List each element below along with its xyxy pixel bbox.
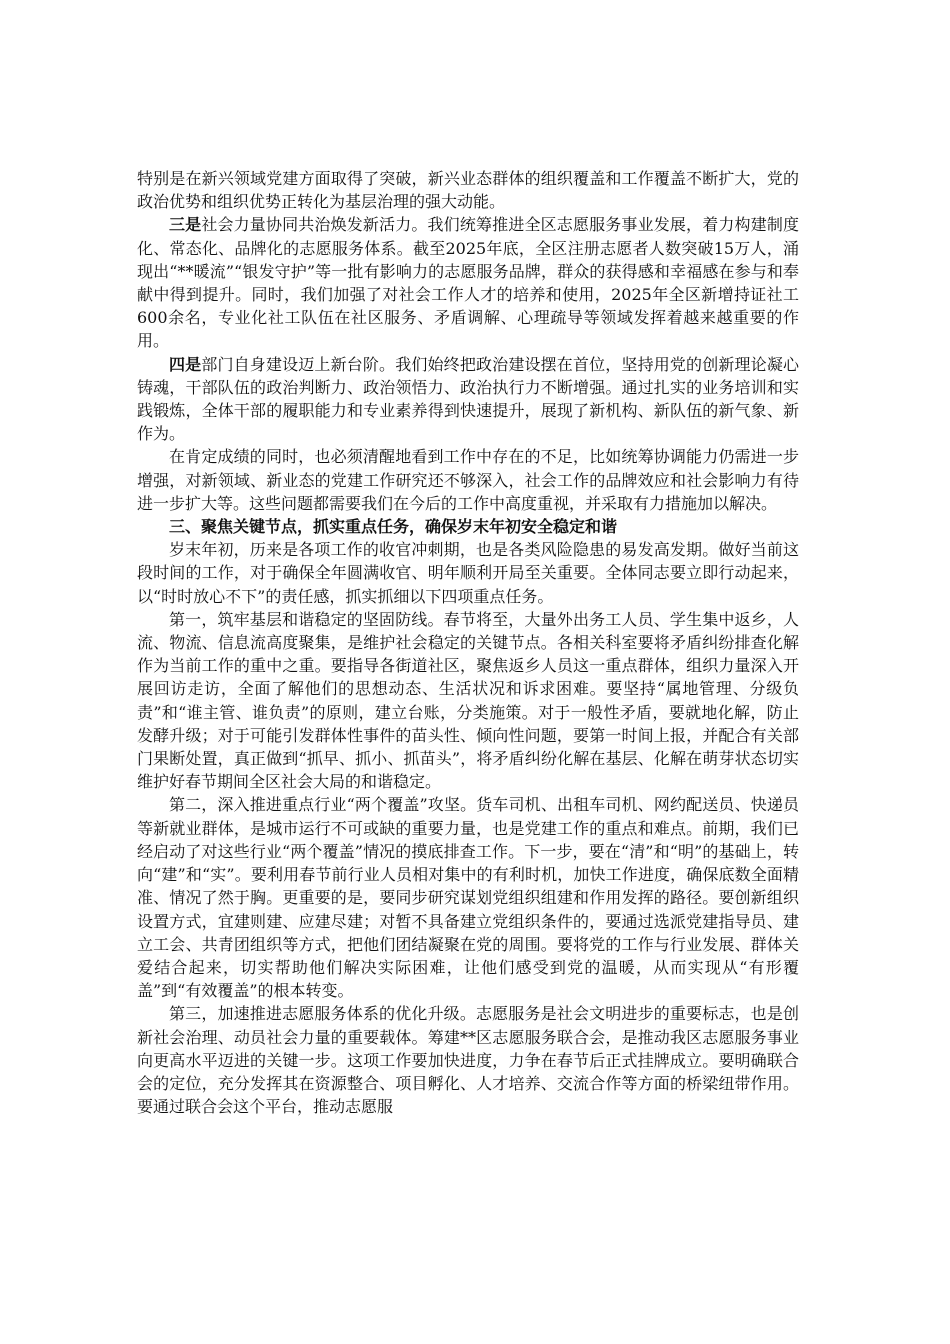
paragraph-text: 社会力量协同共治焕发新活力。我们统筹推进全区志愿服务事业发展，着力构建制度化、常态化、品牌化的志愿服务体系。截至2025年底，全区注册志愿者人数突破15万人，涌现出“**暖流”“银发守护”等一批有影响力的志愿服务品牌，群众的获得感和幸福感在参与和奉献中得到提升。同时，我们加强了对社会工作人才的培养和使用，2025年全区新增持证社工600余名，专业化社工队伍在社区服务、矛盾调解、心理疏导等领域发挥着越来越重要的作用。 [137, 215, 799, 351]
paragraph-task-three [137, 1002, 799, 1118]
paragraph-lead: 三是 [169, 215, 202, 235]
paragraph-text: 第三，加速推进志愿服务体系的优化升级。志愿服务是社会文明进步的重要标志，也是创新社会治理、动员社会力量的重要载体。筹建**区志愿服务联合会，是推动我区志愿服务事业向更高水平迈进的关键一步。这项工作要加快进度，力争在春节后正式挂牌成立。要明确联合会的定位，充分发挥其在资源整合、项目孵化、人才培养、交流合作等方面的桥梁纽带作用。要通过联合会这个平台，推动志愿服 [137, 1004, 799, 1117]
document-page [137, 167, 799, 1118]
section-heading: 三、聚焦关键节点，抓实重点任务，确保岁末年初安全稳定和谐 [169, 517, 618, 537]
paragraph-text: 第一，筑牢基层和谐稳定的坚固防线。春节将至，大量外出务工人员、学生集中返乡，人流、物流、信息流高度聚集，是维护社会稳定的关键节点。各相关科室要将矛盾纠纷排查化解作为当前工作的重中之重。要指导各街道社区，聚焦返乡人员这一重点群体，组织力量深入开展回访走访，全面了解他们的思想动态、生活状况和诉求困难。要坚持“属地管理、分级负责”和“谁主管、谁负责”的原则，建立台账，分类施策。对于一般性矛盾，要就地化解，防止发酵升级；对于可能引发群体性事件的苗头性、倾向性问题，要第一时间上报，并配合有关部门果断处置，真正做到“抓早、抓小、抓苗头”，将矛盾纠纷化解在基层、化解在萌芽状态切实维护好春节期间全区社会大局的和谐稳定。 [137, 609, 799, 792]
paragraph-text: 部门自身建设迈上新台阶。我们始终把政治建设摆在首位，坚持用党的创新理论凝心铸魂，干部队伍的政治判断力、政治领悟力、政治执行力不断增强。通过扎实的业务培训和实践锻炼，全体干部的履职能力和专业素养得到快速提升，展现了新机构、新队伍的新气象、新作为。 [137, 354, 799, 444]
paragraph-shortcomings [137, 445, 799, 515]
paragraph-task-two [137, 793, 799, 1002]
paragraph-text: 特别是在新兴领域党建方面取得了突破，新兴业态群体的组织覆盖和工作覆盖不断扩大，党的政治优势和组织优势正转化为基层治理的强大动能。 [137, 169, 799, 212]
paragraph-text: 在肯定成绩的同时，也必须清醒地看到工作中存在的不足，比如统筹协调能力仍需进一步增强，对新领域、新业态的党建工作研究还不够深入，社会工作的品牌效应和社会影响力有待进一步扩大等。这些问题都需要我们在今后的工作中高度重视，并采取有力措施加以解决。 [137, 447, 799, 513]
paragraph-intro [137, 167, 799, 213]
paragraph-text: 第二，深入推进重点行业“两个覆盖”攻坚。货车司机、出租车司机、网约配送员、快递员等新就业群体，是城市运行不可或缺的重要力量，也是党建工作的重点和难点。前期，我们已经启动了对这些行业“两个覆盖”情况的摸底排查工作。下一步，要在“清”和“明”的基础上，转向“建”和“实”。要利用春节前行业人员相对集中的有利时机，加快工作进度，确保底数全面精准、情况了然于胸。更重要的是，要同步研究谋划党组织组建和作用发挥的路径。要创新组织设置方式，宜建则建、应建尽建；对暂不具备建立党组织条件的，要通过选派党建指导员、建立工会、共青团组织等方式，把他们团结凝聚在党的周围。要将党的工作与行业发展、群体关爱结合起来，切实帮助他们解决实际困难，让他们感受到党的温暖，从而实现从“有形覆盖”到“有效覆盖”的根本转变。 [137, 795, 799, 1001]
paragraph-point-four [137, 353, 799, 446]
paragraph-point-three [137, 213, 799, 352]
paragraph-task-one [137, 608, 799, 794]
paragraph-lead: 四是 [169, 354, 202, 374]
paragraph-section-intro [137, 538, 799, 608]
paragraph-text: 岁末年初，历来是各项工作的收官冲刺期，也是各类风险隐患的易发高发期。做好当前这段时间的工作，对于确保全年圆满收官、明年顺利开局至关重要。全体同志要立即行动起来，以“时时放心不下”的责任感，抓实抓细以下四项重点任务。 [137, 540, 799, 606]
